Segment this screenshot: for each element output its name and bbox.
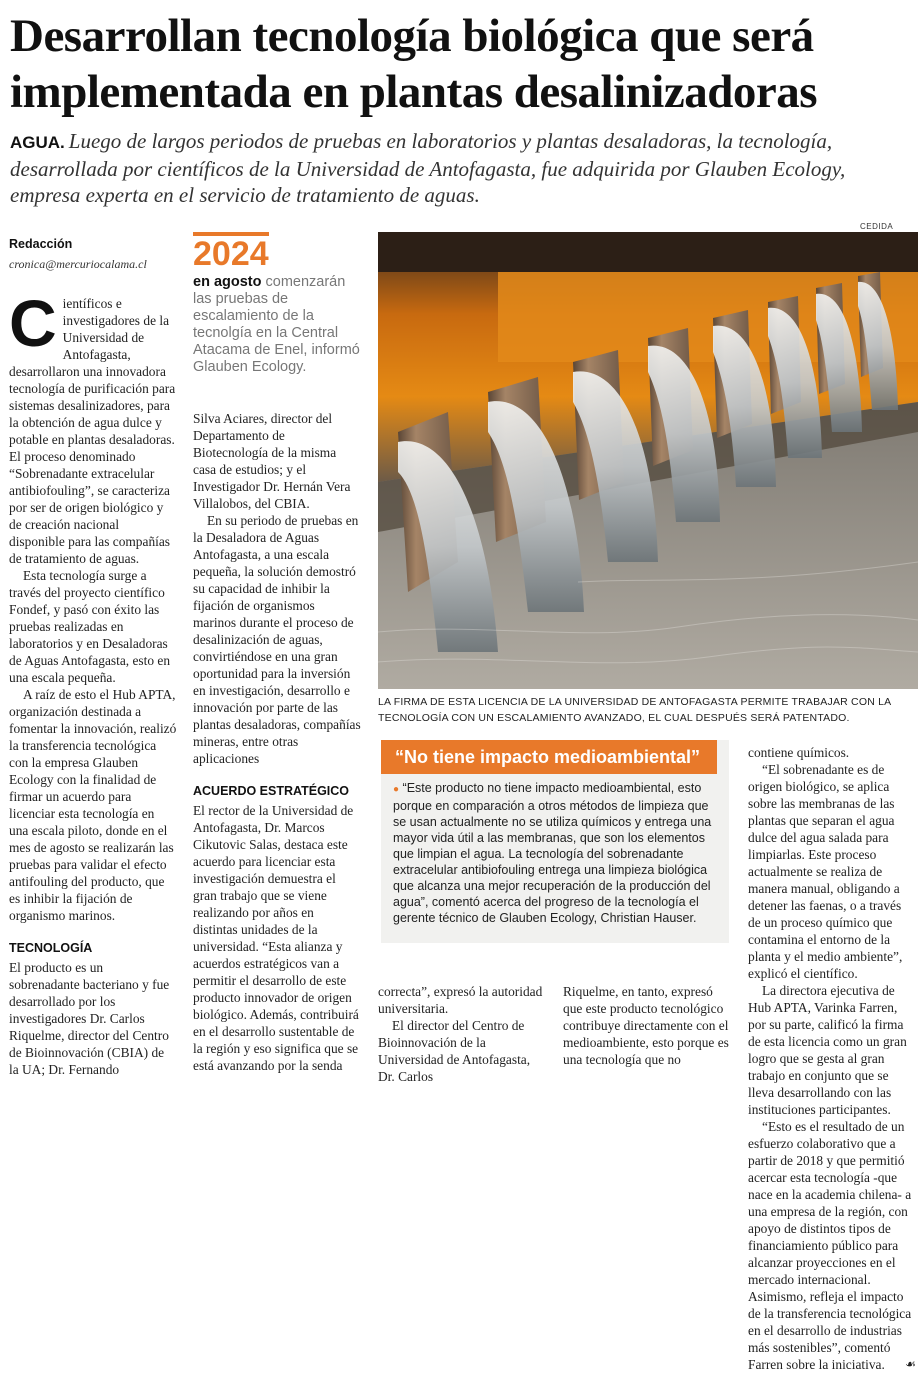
factbox	[193, 232, 361, 376]
quote-title: “No tiene impacto medioambiental”	[381, 740, 717, 774]
paragraph: El producto es un sobrenadante bacteriano y fue desarrollado por los investigadores Dr. Carlos Riquelme, director del Centro de Bioinnovación (CBIA) de la UA; Dr. Fernando	[9, 960, 170, 1077]
paragraph: Riquelme, en tanto, expresó que este producto tecnológico contribuye directamente con el medioambiente, esto porque es una tecnología que no	[563, 984, 729, 1067]
byline-name: Redacción	[9, 237, 73, 251]
byline-email: cronica@mercuriocalama.cl	[9, 257, 147, 271]
column-4	[563, 983, 731, 1068]
paragraph: El director del Centro de Bioinnovación de la Universidad de Antofagasta, Dr. Carlos	[378, 1018, 531, 1084]
quote-body: ● “Este producto no tiene impacto medioambiental, esto porque en comparación a otros métodos de limpieza que se usan actualmente no se utiliza químicos y entrega una mayor vida útil a las membranas, que son los elementos que limpian el agua. La tecnología del sobrenadante extracelular antibiofouling entrega una limpieza biológica que alcanza una mejor recuperación de la producción del agua”, comentó acerca del progreso de la tecnología el gerente técnico de Glauben Ecology, Christian Hauser.	[393, 781, 712, 925]
headline: Desarrollan tecnología biológica que será implementada en plantas desalinizadoras	[10, 10, 817, 118]
column-2	[193, 232, 361, 1074]
paragraph: A raíz de esto el Hub APTA, organización destinada a fomentar la innovación, realizó la transferencia tecnológica con la empresa Glauben Ecology con la finalidad de firmar un acuerdo para licenciar esta tecnología en una escala piloto, donde en el mes de agosto se realizarán las pruebas para validar el efecto antifouling del producto, que es inhibir la fijación de organismo marinos.	[9, 687, 177, 923]
paragraph: “Esto es el resultado de un esfuerzo colaborativo que a partir de 2018 y que permitió acercar esta tecnología -que nace en la academia chilena- a una empresa de la región, con apoyo de distintos tipos de financiamiento público para alcanzar proyecciones en el mercado internacional. Asimismo, refleja el impacto de la transferencia tecnológica en el desarrollo de industrias más sostenibles”, comentó Farren sobre la iniciativa. ☙	[748, 1119, 916, 1372]
deck-text: Luego de largos periodos de pruebas en laboratorios y plantas desaladoras, la tecnología, desarrollada por científicos de la Universidad de Antofagasta, fue adquirida por Glauben Ecology, empresa experta en el servicio de tratamiento de aguas.	[10, 129, 846, 207]
paragraph: Esta tecnología surge a través del proyecto científico Fondef, y pasó con éxito las pruebas realizadas en laboratorios y en Desaladoras de Aguas Antofagasta, esto en una escala pequeña.	[9, 568, 171, 685]
desalination-photo	[378, 232, 918, 689]
quote-box	[381, 740, 729, 943]
factbox-year: 2024	[193, 232, 269, 272]
bullet-icon: ●	[393, 784, 400, 795]
paragraph: Científicos e investigadores de la Universidad de Antofagasta, desarrollaron una innovadora tecnología de purificación para sistemas desalinizadores, para la obtención de agua dulce y potable en plantas desaladoras. El proceso denominado “Sobrenadante extracelular antibiofouling”, se caracteriza por ser de origen biológico y de creación nacional disponible para las compañías de tratamiento de aguas.	[9, 286, 176, 566]
paragraph: La directora ejecutiva de Hub APTA, Varinka Farren, por su parte, calificó la firma de esta licencia como un gran logro que se gesta al gran trabajo en conjunto que se lleva desarrollando con las instituciones participantes.	[748, 983, 907, 1117]
deck	[10, 128, 910, 208]
paragraph: En su periodo de pruebas en la Desaladora de Aguas Antofagasta, a una escala pequeña, la solución demostró su capacidad de inhibir la fijación de organismos marinos durante el proceso de desalinización de aguas, convirtiéndose en una gran oportunidad para la inversión en investigación, desarrollo e innovación por parte de las plantas desaladoras, compañías mineras, entre otras aplicaciones	[193, 513, 361, 766]
factbox-text: en agosto comenzarán las pruebas de escalamiento de la tecnolgía en la Central Atacama de Enel, informó Glauben Ecology.	[193, 274, 360, 375]
photo-caption: LA FIRMA DE ESTA LICENCIA DE LA UNIVERSIDAD DE ANTOFAGASTA PERMITE TRABAJAR CON LA TECNOLOGÍA CON UN ESCALAMIENTO AVANZADO, EL CUAL DESPUÉS SERÁ PATENTADO.	[378, 696, 891, 724]
paragraph: correcta”, expresó la autoridad universitaria.	[378, 984, 543, 1016]
end-mark-icon: ☙	[905, 1357, 916, 1371]
photo-credit: CEDIDA	[860, 222, 894, 231]
subheading-acuerdo: ACUERDO ESTRATÉGICO	[193, 784, 350, 798]
paragraph: El rector de la Universidad de Antofagasta, Dr. Marcos Cikutovic Salas, destaca este acuerdo para licenciar esta investigación demuestra el gran trabajo que se viene realizando por años en distintas unidades de la universidad. “Esta alianza y acuerdos estratégicos van a permitir el desarrollo de este producto innovador de origen biológico. Además, contribuirá en el desarrollo sustentable de la región y eso significa que se está avanzando por la senda	[193, 803, 359, 1073]
paragraph: contiene químicos.	[748, 745, 850, 760]
column-3	[378, 983, 546, 1085]
paragraph: “El sobrenadante es de origen biológico, se aplica sobre las membranas de las plantas que separan el agua dulce del agua salada para limpiarlas. Este proceso actualmente se realiza de manera manual, obligando a detener las faenas, o a través de un proceso químico que contamina el entorno de la planta y el medio ambiente”, explicó el científico.	[748, 762, 903, 981]
paragraph: Silva Aciares, director del Departamento de Biotecnología de la misma casa de estudios; y el Investigador Dr. Hernán Vera Villalobos, del CBIA.	[193, 411, 351, 511]
column-1	[9, 236, 177, 1078]
dropcap: C	[9, 286, 57, 360]
subheading-tecnologia: TECNOLOGÍA	[9, 941, 93, 955]
column-5	[748, 744, 916, 1373]
section-tag: AGUA.	[10, 133, 65, 152]
